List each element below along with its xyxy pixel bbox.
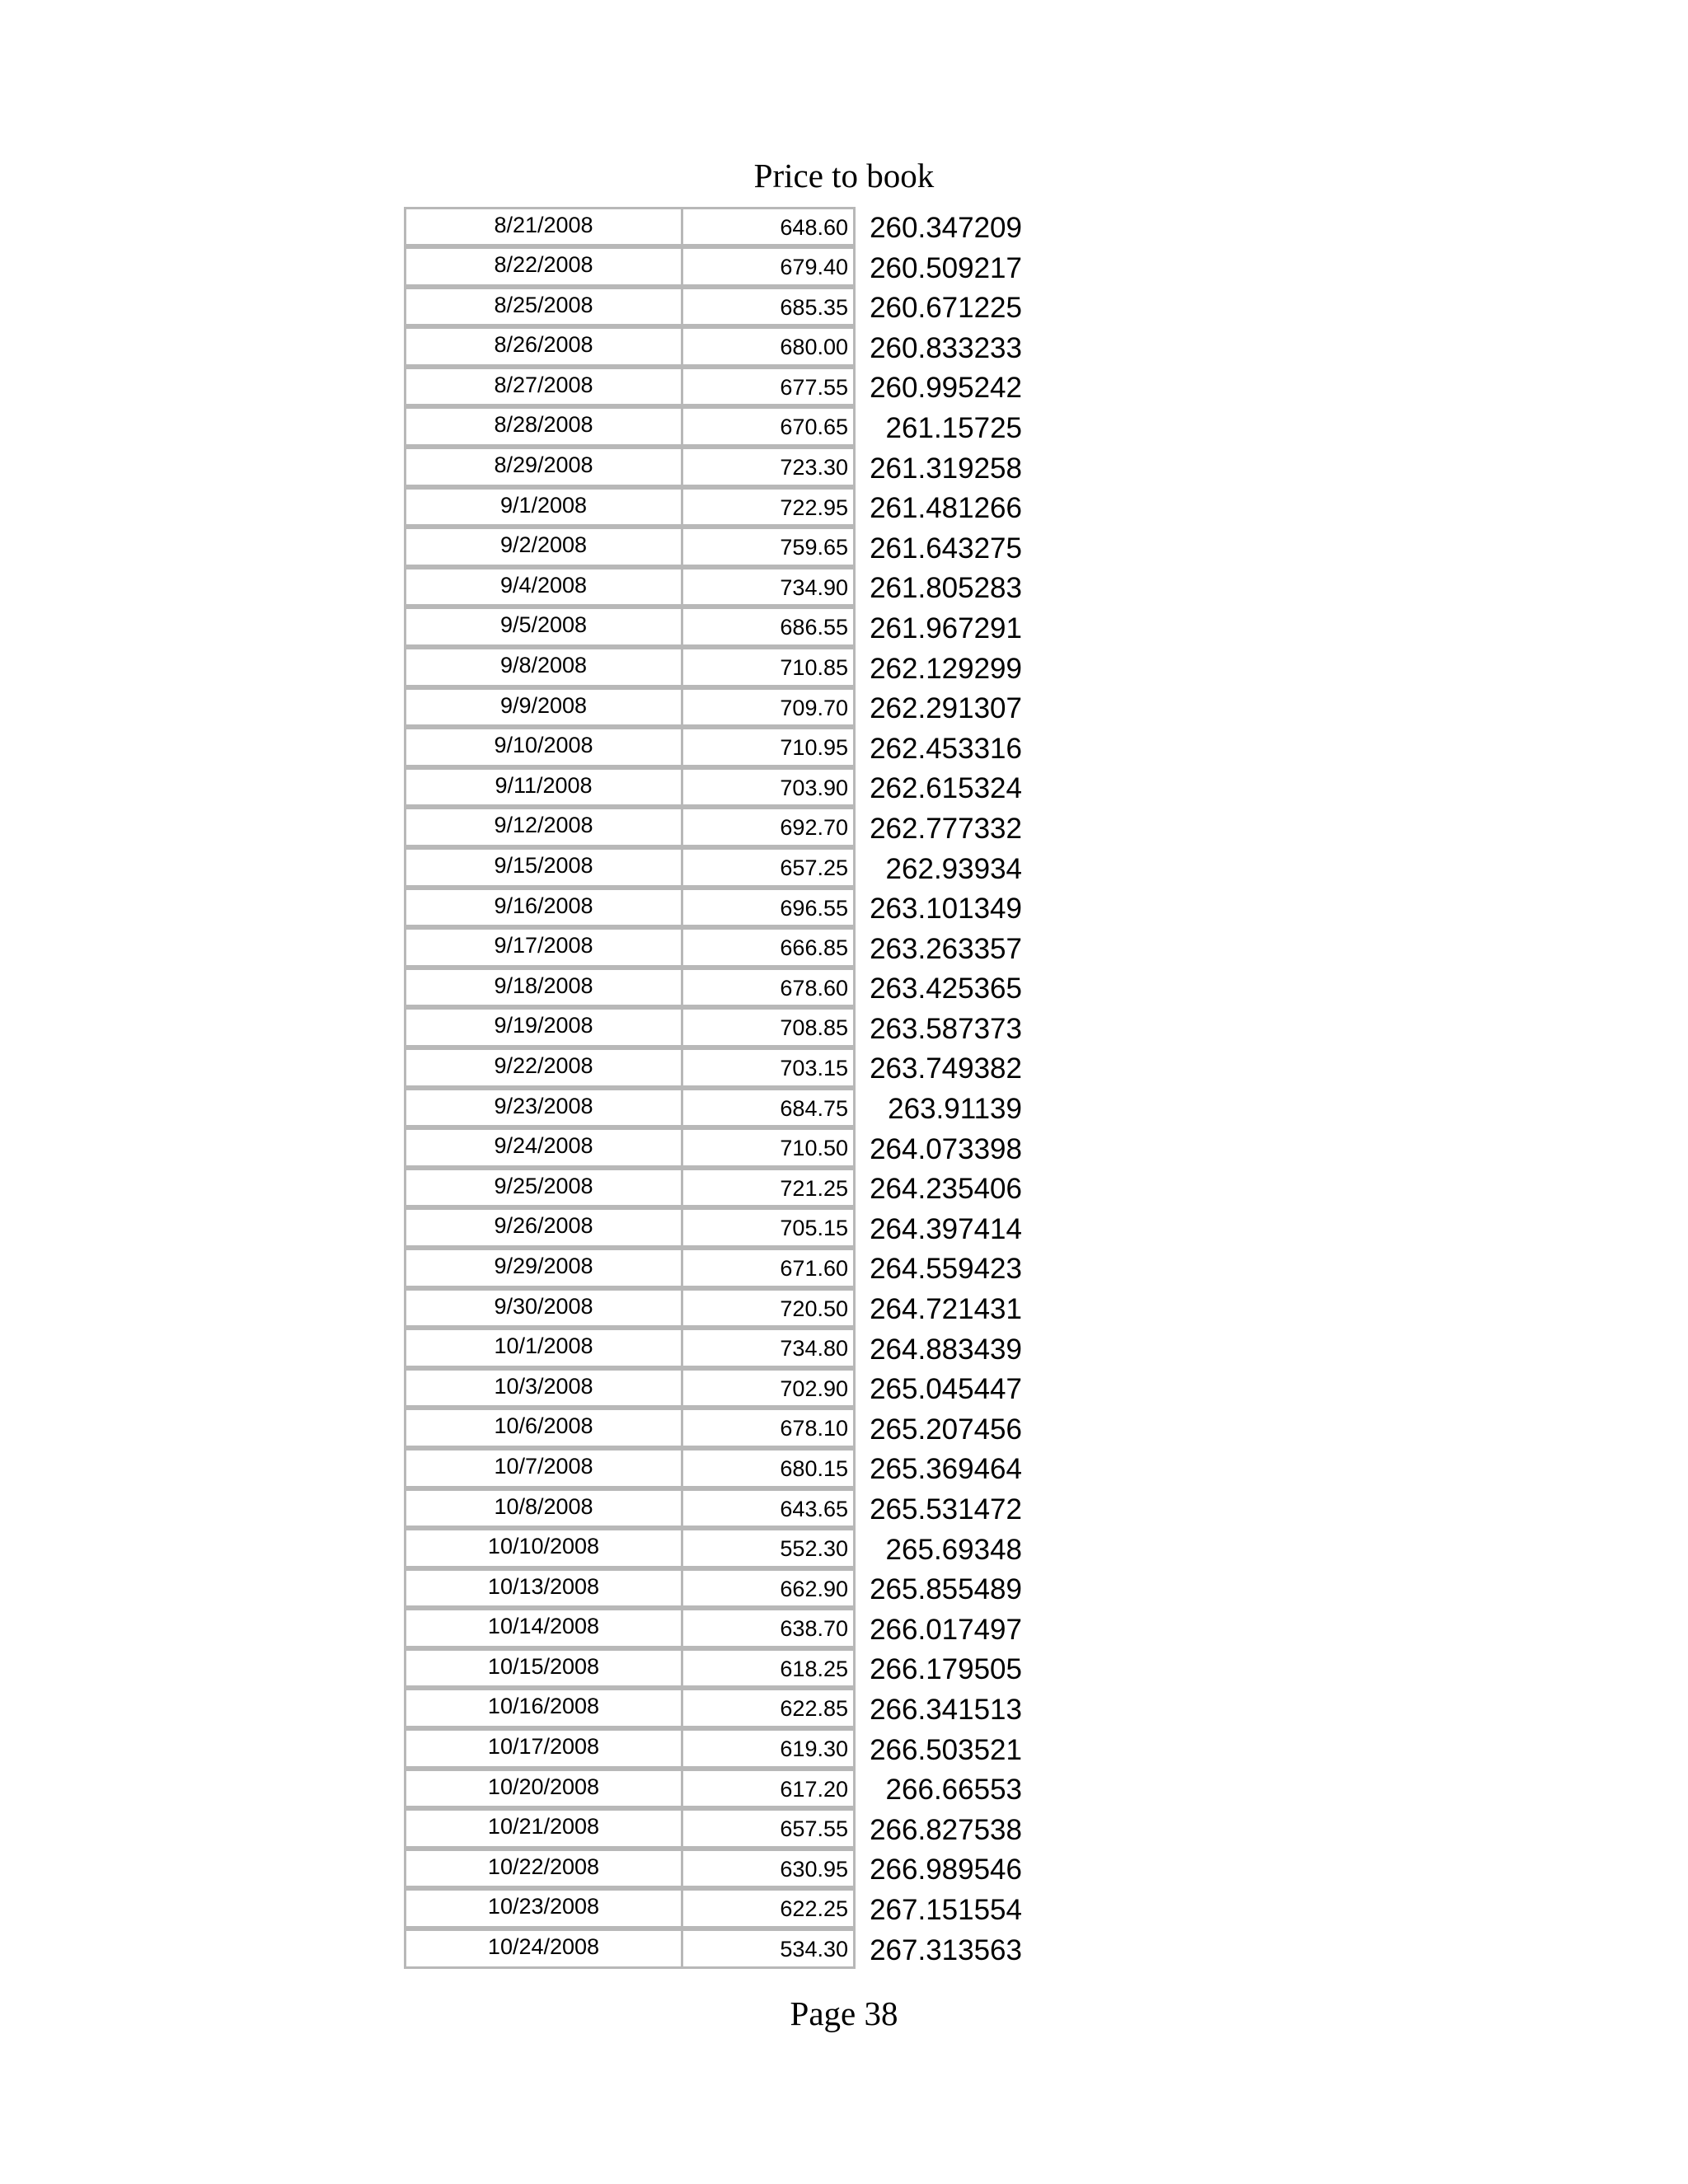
table-row: [404, 1489, 1030, 1530]
table-row: [404, 1369, 1030, 1409]
price-cell: 685.35: [681, 287, 856, 327]
table-row: [404, 968, 1030, 1009]
price-cell: 622.25: [681, 1888, 856, 1929]
date-cell: 9/10/2008: [404, 727, 683, 767]
price-to-book-value: 264.073398: [870, 1132, 1022, 1165]
date-cell: 10/6/2008: [404, 1408, 683, 1448]
date-cell: 9/8/2008: [404, 647, 683, 687]
page-number: Page 38: [790, 1994, 898, 2032]
price-cell: 721.25: [681, 1168, 856, 1208]
price-cell: 643.65: [681, 1488, 856, 1529]
price-to-book-value: 263.91139: [888, 1093, 1022, 1126]
table-row: [404, 768, 1030, 808]
price-to-book-value: 260.347209: [870, 212, 1022, 244]
table-row: [404, 1289, 1030, 1329]
price-to-book-value: 262.291307: [870, 692, 1022, 725]
table-row: [404, 1690, 1030, 1730]
price-to-book-value: 262.777332: [870, 812, 1022, 845]
table-row: [404, 568, 1030, 608]
price-cell: 552.30: [681, 1528, 856, 1568]
price-cell: 677.55: [681, 367, 856, 407]
table-row: [404, 888, 1030, 929]
price-cell: 703.90: [681, 767, 856, 808]
price-cell: 723.30: [681, 447, 856, 487]
date-cell: 9/4/2008: [404, 567, 683, 607]
table-row: [404, 1890, 1030, 1930]
date-cell: 9/9/2008: [404, 687, 683, 728]
price-to-book-value: 266.503521: [870, 1733, 1022, 1766]
date-cell: 9/5/2008: [404, 607, 683, 647]
date-cell: 9/16/2008: [404, 888, 683, 928]
table-row: [404, 1089, 1030, 1129]
date-cell: 10/21/2008: [404, 1808, 683, 1849]
price-to-book-value: 261.319258: [870, 452, 1022, 485]
table-row: [404, 1249, 1030, 1289]
price-to-book-value: 263.587373: [870, 1012, 1022, 1045]
table-row: [404, 1569, 1030, 1610]
price-cell: 710.50: [681, 1127, 856, 1168]
price-to-book-value: 263.425365: [870, 972, 1022, 1005]
price-cell: 680.15: [681, 1448, 856, 1488]
table-row: [404, 1849, 1030, 1890]
date-cell: 9/18/2008: [404, 968, 683, 1008]
price-cell: 617.20: [681, 1769, 856, 1809]
date-cell: 9/30/2008: [404, 1288, 683, 1329]
price-cell: 684.75: [681, 1088, 856, 1128]
price-cell: 710.85: [681, 647, 856, 687]
table-row: [404, 1009, 1030, 1049]
price-to-book-value: 266.827538: [870, 1813, 1022, 1846]
table-row: [404, 1530, 1030, 1570]
date-cell: 10/10/2008: [404, 1528, 683, 1568]
date-cell: 8/25/2008: [404, 287, 683, 327]
table-row: [404, 408, 1030, 448]
price-cell: 686.55: [681, 607, 856, 647]
date-cell: 9/2/2008: [404, 527, 683, 567]
date-cell: 10/3/2008: [404, 1368, 683, 1408]
price-to-book-value: 260.833233: [870, 331, 1022, 364]
table-row: [404, 288, 1030, 328]
date-cell: 10/17/2008: [404, 1728, 683, 1769]
date-cell: 8/28/2008: [404, 406, 683, 447]
table-row: [404, 208, 1030, 248]
date-cell: 10/23/2008: [404, 1888, 683, 1929]
price-to-book-value: 265.69348: [885, 1533, 1022, 1566]
price-cell: 670.65: [681, 406, 856, 447]
date-cell: 10/20/2008: [404, 1769, 683, 1809]
table-row: [404, 929, 1030, 969]
table-row: [404, 1329, 1030, 1370]
table-row: [404, 448, 1030, 489]
table-row: [404, 1649, 1030, 1690]
price-to-book-value: 266.017497: [870, 1613, 1022, 1646]
price-cell: 720.50: [681, 1288, 856, 1329]
price-to-book-value: 261.643275: [870, 532, 1022, 565]
price-cell: 678.10: [681, 1408, 856, 1448]
price-cell: 702.90: [681, 1368, 856, 1408]
price-to-book-value: 264.235406: [870, 1173, 1022, 1206]
table-row: [404, 488, 1030, 528]
price-to-book-value: 262.93934: [885, 852, 1022, 885]
price-to-book-value: 266.66553: [885, 1774, 1022, 1807]
price-to-book-value: 265.531472: [870, 1493, 1022, 1526]
price-to-book-value: 265.045447: [870, 1373, 1022, 1406]
price-to-book-value: 264.883439: [870, 1333, 1022, 1366]
price-cell: 680.00: [681, 326, 856, 367]
price-to-book-value: 263.101349: [870, 893, 1022, 926]
date-cell: 10/8/2008: [404, 1488, 683, 1529]
price-to-book-value: 265.207456: [870, 1413, 1022, 1446]
table-row: [404, 328, 1030, 368]
price-cell: 696.55: [681, 888, 856, 928]
price-to-book-value: 262.615324: [870, 772, 1022, 805]
price-cell: 666.85: [681, 927, 856, 968]
price-cell: 657.25: [681, 847, 856, 888]
price-to-book-value: 263.263357: [870, 932, 1022, 965]
date-cell: 9/29/2008: [404, 1248, 683, 1288]
date-cell: 8/21/2008: [404, 207, 683, 247]
price-cell: 622.85: [681, 1688, 856, 1728]
table-row: [404, 1930, 1030, 1971]
price-to-book-value: 262.129299: [870, 652, 1022, 685]
table-row: [404, 729, 1030, 769]
date-cell: 9/1/2008: [404, 487, 683, 527]
date-cell: 8/26/2008: [404, 326, 683, 367]
table-row: [404, 808, 1030, 849]
date-cell: 9/24/2008: [404, 1127, 683, 1168]
price-to-book-value: 266.341513: [870, 1693, 1022, 1726]
table-row: [404, 1209, 1030, 1249]
price-to-book-value: 261.15725: [885, 411, 1022, 444]
price-to-book-value: 263.749382: [870, 1052, 1022, 1085]
table-row: [404, 1810, 1030, 1850]
price-to-book-value: 266.179505: [870, 1653, 1022, 1686]
price-to-book-value: 265.855489: [870, 1573, 1022, 1606]
price-cell: 759.65: [681, 527, 856, 567]
price-to-book-value: 261.481266: [870, 492, 1022, 525]
table-row: [404, 1129, 1030, 1169]
price-cell: 692.70: [681, 807, 856, 847]
date-cell: 9/22/2008: [404, 1047, 683, 1088]
price-cell: 722.95: [681, 487, 856, 527]
price-cell: 734.80: [681, 1328, 856, 1368]
table-row: [404, 1409, 1030, 1450]
price-cell: 619.30: [681, 1728, 856, 1769]
price-to-book-value: 264.397414: [870, 1212, 1022, 1245]
price-to-book-value: 264.559423: [870, 1253, 1022, 1286]
price-cell: 710.95: [681, 727, 856, 767]
table-row: [404, 849, 1030, 889]
price-to-book-value: 265.369464: [870, 1453, 1022, 1486]
price-to-book-value: 261.967291: [870, 612, 1022, 644]
date-cell: 10/24/2008: [404, 1929, 683, 1969]
price-to-book-value: 267.313563: [870, 1933, 1022, 1966]
date-cell: 9/15/2008: [404, 847, 683, 888]
price-cell: 638.70: [681, 1608, 856, 1648]
table-row: [404, 248, 1030, 288]
price-cell: 703.15: [681, 1047, 856, 1088]
price-cell: 630.95: [681, 1849, 856, 1889]
price-cell: 679.40: [681, 246, 856, 287]
price-cell: 734.90: [681, 567, 856, 607]
page-title: Price to book: [753, 157, 935, 194]
date-cell: 9/19/2008: [404, 1007, 683, 1047]
date-cell: 10/16/2008: [404, 1688, 683, 1728]
price-cell: 708.85: [681, 1007, 856, 1047]
date-cell: 10/22/2008: [404, 1849, 683, 1889]
date-cell: 8/27/2008: [404, 367, 683, 407]
price-to-book-value: 266.989546: [870, 1854, 1022, 1886]
date-cell: 10/1/2008: [404, 1328, 683, 1368]
table-row: [404, 1610, 1030, 1650]
table-row: [404, 1730, 1030, 1770]
date-cell: 8/22/2008: [404, 246, 683, 287]
date-cell: 9/23/2008: [404, 1088, 683, 1128]
price-cell: 618.25: [681, 1648, 856, 1689]
date-cell: 10/14/2008: [404, 1608, 683, 1648]
price-to-book-value: 262.453316: [870, 732, 1022, 765]
date-cell: 9/17/2008: [404, 927, 683, 968]
price-to-book-value: 260.995242: [870, 372, 1022, 405]
price-to-book-value: 261.805283: [870, 572, 1022, 605]
date-cell: 9/25/2008: [404, 1168, 683, 1208]
table-row: [404, 1048, 1030, 1089]
date-cell: 8/29/2008: [404, 447, 683, 487]
price-cell: 678.60: [681, 968, 856, 1008]
price-to-book-value: 260.671225: [870, 292, 1022, 325]
date-cell: 10/15/2008: [404, 1648, 683, 1689]
price-cell: 534.30: [681, 1929, 856, 1969]
price-to-book-table: [404, 208, 1030, 1970]
table-row: [404, 368, 1030, 408]
date-cell: 10/13/2008: [404, 1568, 683, 1609]
price-cell: 671.60: [681, 1248, 856, 1288]
table-row: [404, 608, 1030, 649]
price-cell: 662.90: [681, 1568, 856, 1609]
table-row: [404, 1769, 1030, 1810]
date-cell: 9/26/2008: [404, 1207, 683, 1248]
table-row: [404, 688, 1030, 729]
date-cell: 9/11/2008: [404, 767, 683, 808]
table-row: [404, 528, 1030, 569]
date-cell: 9/12/2008: [404, 807, 683, 847]
price-to-book-value: 260.509217: [870, 251, 1022, 284]
price-to-book-value: 264.721431: [870, 1293, 1022, 1326]
price-to-book-value: 267.151554: [870, 1893, 1022, 1926]
date-cell: 10/7/2008: [404, 1448, 683, 1488]
price-cell: 709.70: [681, 687, 856, 728]
table-row: [404, 649, 1030, 689]
table-row: [404, 1449, 1030, 1489]
price-cell: 657.55: [681, 1808, 856, 1849]
price-cell: 705.15: [681, 1207, 856, 1248]
table-row: [404, 1169, 1030, 1209]
price-cell: 648.60: [681, 207, 856, 247]
